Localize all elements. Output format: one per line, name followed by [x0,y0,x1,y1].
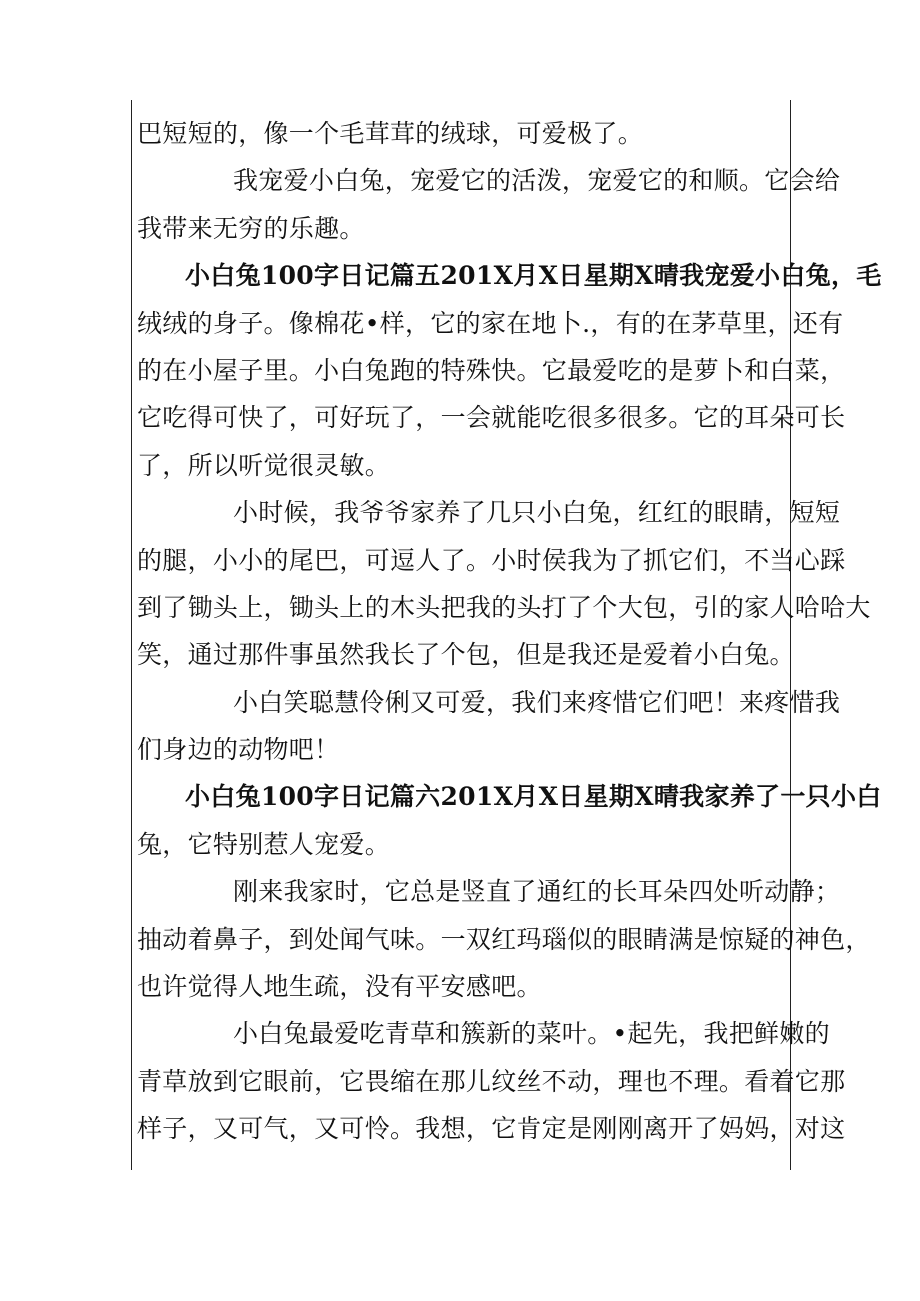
text-line: 它吃得可快了，可好玩了，一会就能吃很多很多。它的耳朵可长 [137,403,846,433]
text-line: 青草放到它眼前，它畏缩在那儿纹丝不动，理也不理。看着它那 [137,1066,846,1096]
paragraph-start-line: 刚来我家时，它总是竖直了通红的长耳朵四处听动静； [233,877,841,907]
text-line: 笑，通过那件事虽然我长了个包，但是我还是爱着小白兔。 [137,640,795,670]
text-line: 绒绒的身子。像棉花•样，它的家在地卜.，有的在茅草里，还有 [137,308,844,338]
text-line: 样子，又可气，又可怜。我想，它肯定是刚刚离开了妈妈，对这 [137,1114,846,1144]
diary-heading-line: 小白兔100字日记篇五201X月X日星期X晴我宠爱小白兔，毛 [185,261,882,291]
text-line: 兔，它特别惹人宠爱。 [137,829,391,859]
text-line: 巴短短的，像一个毛茸茸的绒球，可爱极了。 [137,119,644,148]
paragraph-start-line: 小白笑聪慧伶俐又可爱，我们来疼惜它们吧！来疼惜我 [233,687,841,717]
text-line: 们身边的动物吧！ [137,735,340,765]
document-body [137,110,882,1153]
text-line: 的腿，小小的尾巴，可逗人了。小时侯我为了抓它们，不当心踩 [137,545,846,575]
text-line: 抽动着鼻子，到处闻气味。一双红玛瑙似的眼睛满是惊疑的神色， [137,924,871,954]
paragraph-start-line: 小白兔最爱吃青草和簇新的菜叶。•起先，我把鲜嫩的 [233,1019,830,1049]
text-line: 我带来无穷的乐趣。 [137,213,365,243]
text-line: 了，所以听觉很灵敏。 [137,450,391,480]
paragraph-start-line: 我宠爱小白兔，宠爱它的活泼，宠爱它的和顺。它会给 [233,166,841,196]
left-border-line [131,100,132,1170]
diary-heading-line: 小白兔100字日记篇六201X月X日星期X晴我家养了一只小白 [185,782,882,812]
paragraph-start-line: 小时候，我爷爷家养了几只小白兔，红红的眼睛，短短 [233,498,841,528]
text-line: 也许觉得人地生疏，没有平安感吧。 [137,972,542,1002]
text-line: 到了锄头上，锄头上的木头把我的头打了个大包，引的家人哈哈大 [137,592,871,622]
text-line: 的在小屋子里。小白兔跑的特殊快。它最爱吃的是萝卜和白菜， [137,355,846,385]
